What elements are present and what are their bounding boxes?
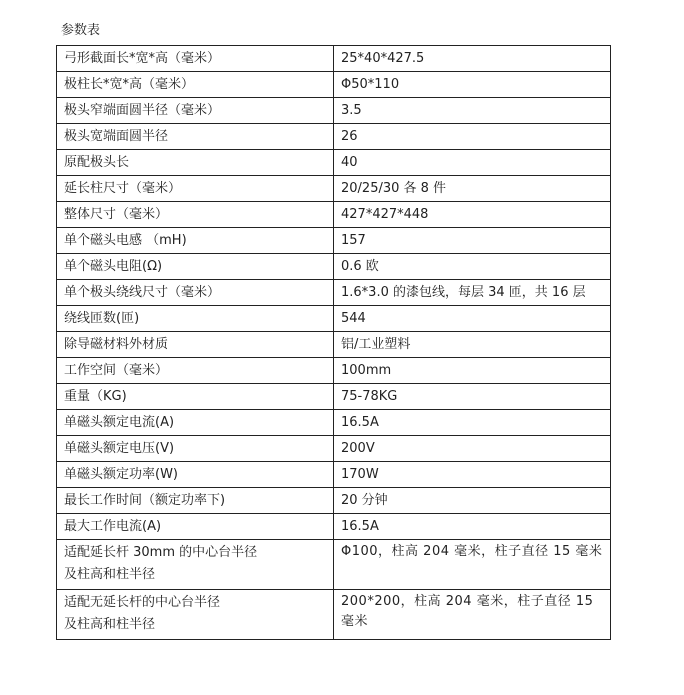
table-row xyxy=(57,46,611,72)
table-row xyxy=(57,410,611,436)
param-value: 0.6 欧 xyxy=(334,254,611,280)
param-label-line2: 及柱高和柱半径 xyxy=(64,617,156,632)
param-label: 重量（KG) xyxy=(57,384,334,410)
table-row xyxy=(57,280,611,306)
param-value: 427*427*448 xyxy=(334,202,611,228)
param-label xyxy=(57,540,334,590)
table-row xyxy=(57,462,611,488)
table-row xyxy=(57,514,611,540)
param-label: 单磁头额定电压(V) xyxy=(57,436,334,462)
table-row xyxy=(57,540,611,590)
param-value: 铝/工业塑料 xyxy=(334,332,611,358)
param-value: 3.5 xyxy=(334,98,611,124)
param-value: 16.5A xyxy=(334,514,611,540)
param-label: 整体尺寸（毫米） xyxy=(57,202,334,228)
table-row xyxy=(57,72,611,98)
param-value: 157 xyxy=(334,228,611,254)
table-row xyxy=(57,228,611,254)
table-row xyxy=(57,176,611,202)
param-value: Φ50*110 xyxy=(334,72,611,98)
param-label: 最长工作时间（额定功率下) xyxy=(57,488,334,514)
param-value: 1.6*3.0 的漆包线，每层 34 匝，共 16 层 xyxy=(334,280,611,306)
param-value: 25*40*427.5 xyxy=(334,46,611,72)
param-value: 100mm xyxy=(334,358,611,384)
param-value: 26 xyxy=(334,124,611,150)
table-row xyxy=(57,358,611,384)
param-label: 延长柱尺寸（毫米） xyxy=(57,176,334,202)
param-label: 极头窄端面圆半径（毫米） xyxy=(57,98,334,124)
table-row xyxy=(57,202,611,228)
param-label: 工作空间（毫米） xyxy=(57,358,334,384)
table-row xyxy=(57,124,611,150)
param-value: 200*200，柱高 204 毫米，柱子直径 15 毫米 xyxy=(334,590,611,640)
param-label: 弓形截面长*宽*高（毫米） xyxy=(57,46,334,72)
param-value: 40 xyxy=(334,150,611,176)
param-value: 544 xyxy=(334,306,611,332)
table-row xyxy=(57,384,611,410)
param-label: 原配极头长 xyxy=(57,150,334,176)
param-label: 单个极头绕线尺寸（毫米） xyxy=(57,280,334,306)
param-value: 170W xyxy=(334,462,611,488)
param-label: 极头宽端面圆半径 xyxy=(57,124,334,150)
param-value: Φ100，柱高 204 毫米，柱子直径 15 毫米 xyxy=(334,540,611,590)
param-label xyxy=(57,590,334,640)
param-value: 20 分钟 xyxy=(334,488,611,514)
param-label: 单磁头额定功率(W) xyxy=(57,462,334,488)
param-label-line1: 适配无延长杆的中心台半径 xyxy=(64,595,221,610)
parameter-table xyxy=(56,45,611,640)
table-row xyxy=(57,590,611,640)
param-label: 单磁头额定电流(A) xyxy=(57,410,334,436)
table-row xyxy=(57,254,611,280)
param-value: 200V xyxy=(334,436,611,462)
table-row xyxy=(57,306,611,332)
table-row xyxy=(57,98,611,124)
param-value: 20/25/30 各 8 件 xyxy=(334,176,611,202)
param-label: 单个磁头电感 （mH) xyxy=(57,228,334,254)
param-value: 75-78KG xyxy=(334,384,611,410)
table-row xyxy=(57,488,611,514)
param-label-line1: 适配延长杆 30mm 的中心台半径 xyxy=(64,545,258,560)
table-row xyxy=(57,436,611,462)
param-label: 除导磁材料外材质 xyxy=(57,332,334,358)
table-row xyxy=(57,332,611,358)
param-label: 单个磁头电阻(Ω) xyxy=(57,254,334,280)
table-row xyxy=(57,150,611,176)
param-label-line2: 及柱高和柱半径 xyxy=(64,567,156,582)
param-label: 最大工作电流(A) xyxy=(57,514,334,540)
param-label: 绕线匝数(匝) xyxy=(57,306,334,332)
param-value: 16.5A xyxy=(334,410,611,436)
table-title: 参数表 xyxy=(61,23,101,38)
param-label: 极柱长*宽*高（毫米） xyxy=(57,72,334,98)
